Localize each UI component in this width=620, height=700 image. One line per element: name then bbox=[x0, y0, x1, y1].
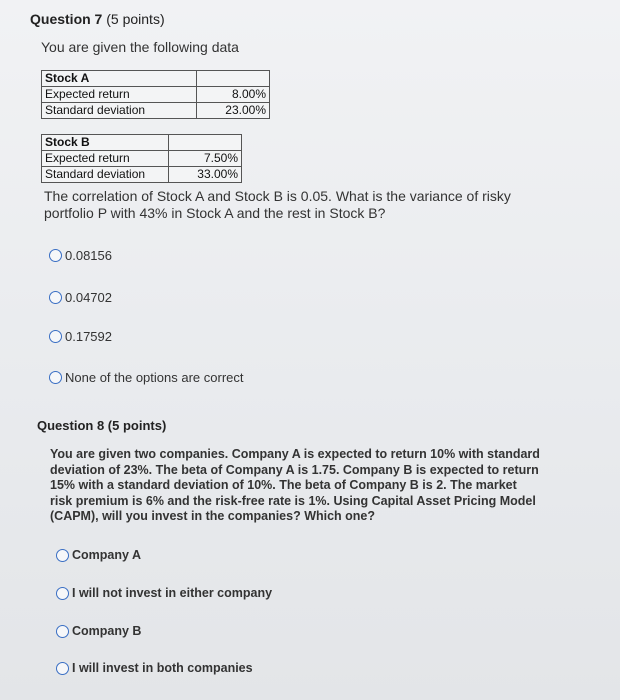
q8-option-4[interactable] bbox=[56, 661, 253, 675]
option-label: Company B bbox=[72, 624, 142, 638]
radio-button[interactable] bbox=[49, 249, 62, 262]
stock-b-table bbox=[41, 134, 242, 183]
option-label: None of the options are correct bbox=[65, 370, 244, 385]
question-7-label: Question 7 bbox=[30, 11, 103, 27]
option-label: I will not invest in either company bbox=[72, 586, 273, 600]
option-label: 0.17592 bbox=[65, 329, 112, 344]
q7-option-4[interactable] bbox=[49, 370, 244, 385]
stock-b-header: Stock B bbox=[42, 135, 169, 151]
table-cell-value: 23.00% bbox=[197, 103, 270, 119]
radio-button[interactable] bbox=[49, 371, 62, 384]
question-8-text: You are given two companies. Company A is expected to return 10% with standard deviation of 23%. The beta of Company A is 1.75. Company B is expected to return 15% with a standard deviation of 10%. The beta of Company B is 2. The market risk premium is 6% and the risk-free rate is 1%. Using Capital Asset Pricing Model (CAPM), will you invest in the companies? Which one? bbox=[50, 447, 540, 523]
q7-option-3[interactable] bbox=[49, 329, 112, 344]
q8-option-1[interactable] bbox=[56, 548, 141, 562]
option-label: Company A bbox=[72, 548, 141, 562]
radio-button[interactable] bbox=[49, 291, 62, 304]
table-cell-label: Standard deviation bbox=[42, 103, 197, 119]
radio-button[interactable] bbox=[49, 330, 62, 343]
table-cell-value: 8.00% bbox=[197, 87, 270, 103]
q7-option-1[interactable] bbox=[49, 248, 112, 263]
option-label: I will invest in both companies bbox=[72, 661, 253, 675]
table-cell-value: 33.00% bbox=[169, 167, 242, 183]
q8-option-3[interactable] bbox=[56, 624, 141, 638]
table-cell-label: Expected return bbox=[42, 87, 197, 103]
question-7-intro: You are given the following data bbox=[41, 39, 239, 55]
radio-button[interactable] bbox=[56, 587, 69, 600]
stock-a-header: Stock A bbox=[42, 71, 197, 87]
question-7-points: (5 points) bbox=[106, 11, 165, 27]
question-8-title: Question 8 (5 points) bbox=[37, 418, 167, 433]
table-cell-label: Standard deviation bbox=[42, 167, 169, 183]
q7-option-2[interactable] bbox=[49, 290, 112, 305]
radio-button[interactable] bbox=[56, 549, 69, 562]
option-label: 0.08156 bbox=[65, 248, 112, 263]
question-7-text: The correlation of Stock A and Stock B is 0.05. What is the variance of risky portfolio P with 43% in Stock A and the rest in Stock B? bbox=[44, 188, 511, 221]
table-cell-label: Expected return bbox=[42, 151, 169, 167]
question-7-title bbox=[30, 11, 165, 27]
option-label: 0.04702 bbox=[65, 290, 112, 305]
radio-button[interactable] bbox=[56, 625, 69, 638]
q8-option-2[interactable] bbox=[56, 586, 272, 600]
stock-a-table bbox=[41, 70, 270, 119]
radio-button[interactable] bbox=[56, 662, 69, 675]
table-cell-value: 7.50% bbox=[169, 151, 242, 167]
